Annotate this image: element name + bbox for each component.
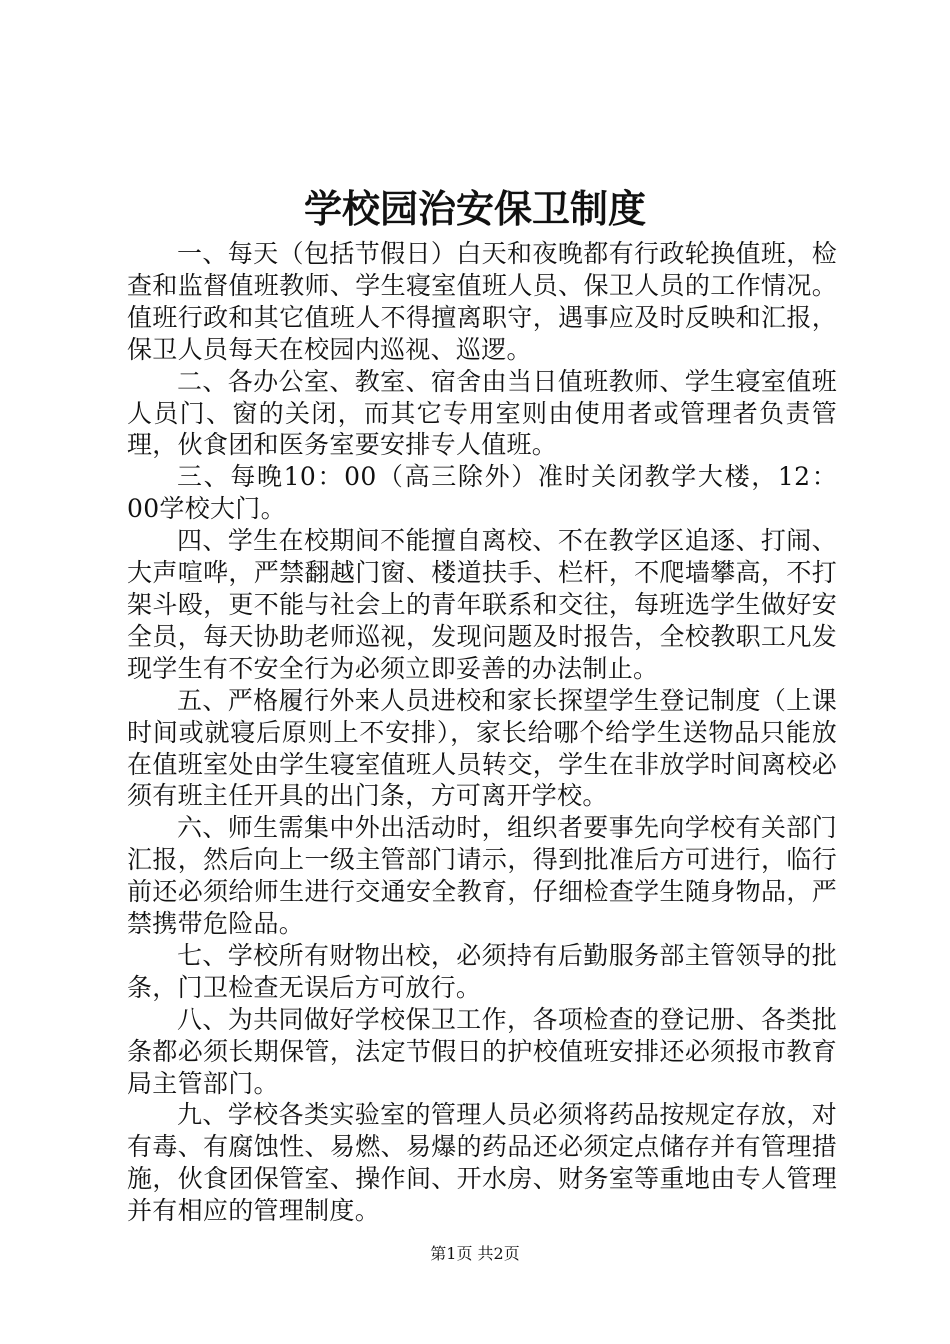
paragraph-9: 九、学校各类实验室的管理人员必须将药品按规定存放，对有毒、有腐蚀性、易燃、易爆的药品还必须定点储存并有管理措施，伙食团保管室、操作间、开水房、财务室等重地由专人管理并有相应的管理制度。 <box>127 1100 837 1226</box>
paragraph-7: 七、学校所有财物出校，必须持有后勤服务部主管领导的批条，门卫检查无误后方可放行。 <box>127 940 837 1002</box>
paragraph-2: 二、各办公室、教室、宿舍由当日值班教师、学生寝室值班人员门、窗的关闭，而其它专用室则由使用者或管理者负责管理，伙食团和医务室要安排专人值班。 <box>127 366 837 460</box>
page-number-footer: 第1页 共2页 <box>430 1244 520 1263</box>
document-title: 学校园治安保卫制度 <box>303 187 646 231</box>
paragraph-1: 一、每天（包括节假日）白天和夜晚都有行政轮换值班，检查和监督值班教师、学生寝室值班人员、保卫人员的工作情况。值班行政和其它值班人不得擅离职守，遇事应及时反映和汇报，保卫人员每天在校园内巡视、巡逻。 <box>127 239 837 364</box>
paragraph-3: 三、每晚10：00（高三除外）准时关闭教学大楼，12：00学校大门。 <box>127 462 837 524</box>
paragraph-4: 四、学生在校期间不能擅自离校、不在教学区追逐、打闹、大声喧哗，严禁翻越门窗、楼道扶手、栏杆，不爬墙攀高，不打架斗殴，更不能与社会上的青年联系和交往，每班选学生做好安全员，每天协助老师巡视，发现问题及时报告，全校教职工凡发现学生有不安全行为必须立即妥善的办法制止。 <box>127 526 837 683</box>
paragraph-5: 五、严格履行外来人员进校和家长探望学生登记制度（上课时间或就寝后原则上不安排），家长给哪个给学生送物品只能放在值班室处由学生寝室值班人员转交，学生在非放学时间离校必须有班主任开具的出门条，方可离开学校。 <box>127 685 837 811</box>
paragraph-6: 六、师生需集中外出活动时，组织者要事先向学校有关部门汇报，然后向上一级主管部门请示，得到批准后方可进行，临行前还必须给师生进行交通安全教育，仔细检查学生随身物品，严禁携带危险品。 <box>127 813 837 939</box>
document-body <box>127 238 837 1227</box>
paragraph-8: 八、为共同做好学校保卫工作，各项检查的登记册、各类批条都必须长期保管，法定节假日的护校值班安排还必须报市教育局主管部门。 <box>127 1004 837 1098</box>
